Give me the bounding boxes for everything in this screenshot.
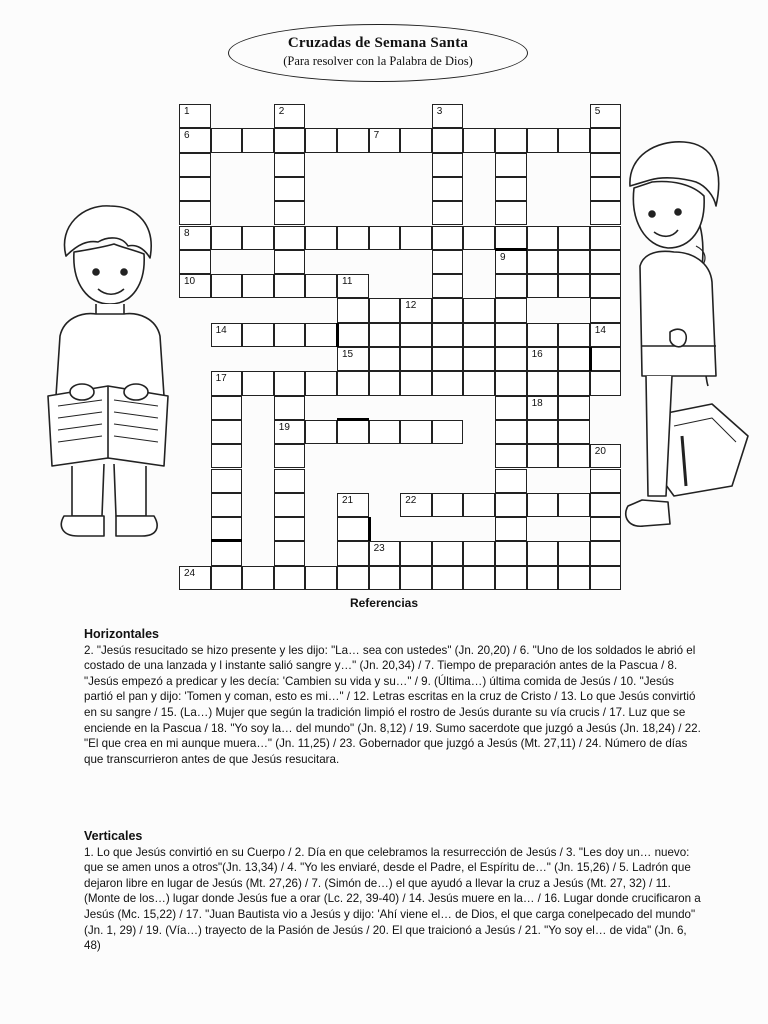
grid-cell[interactable] [369,298,401,322]
grid-cell[interactable] [527,323,559,347]
grid-cell[interactable] [590,104,622,128]
clue-number: 19 [278,421,290,433]
grid-cell[interactable] [211,128,243,152]
grid-cell[interactable] [179,153,211,177]
grid-cell[interactable] [400,128,432,152]
grid-cell[interactable] [400,323,432,347]
grid-cell[interactable] [527,250,559,274]
grid-cell[interactable] [305,274,337,298]
grid-cell[interactable] [527,493,559,517]
grid-cell[interactable] [274,517,306,541]
horizontal-clues-section [84,627,704,767]
grid-cell[interactable] [558,323,590,347]
grid-cell[interactable] [242,274,274,298]
clue-number: 2 [278,106,285,117]
grid-cell[interactable] [369,226,401,250]
grid-cell[interactable] [432,566,464,590]
grid-cell[interactable] [242,566,274,590]
grid-cell[interactable] [495,371,527,395]
grid-cell[interactable] [274,323,306,347]
grid-cell[interactable] [432,298,464,322]
grid-cell[interactable] [432,153,464,177]
grid-cell[interactable] [495,566,527,590]
grid-cell[interactable] [432,201,464,225]
grid-cell[interactable] [400,347,432,371]
grid-cell[interactable] [432,250,464,274]
grid-cell[interactable] [337,371,369,395]
clue-number: 21 [342,494,354,506]
grid-cell[interactable] [527,128,559,152]
grid-cell[interactable] [274,371,306,395]
grid-cell[interactable] [558,274,590,298]
clue-number: 8 [184,227,190,239]
clue-number: 15 [342,349,354,360]
grid-cell[interactable] [495,347,527,371]
clue-number: 14 [594,324,606,336]
grid-cell[interactable] [274,153,306,177]
grid-cell[interactable] [432,323,464,347]
vertical-clues-section [84,829,704,954]
grid-cell[interactable] [495,226,527,250]
grid-cell[interactable] [495,396,527,420]
grid-cell[interactable] [495,177,527,201]
grid-cell[interactable] [242,128,274,152]
grid-cell[interactable] [495,298,527,322]
grid-cell[interactable] [369,420,401,444]
grid-cell[interactable] [211,371,243,395]
vertical-heading: Verticales [84,829,143,843]
grid-cell[interactable] [369,128,401,152]
grid-cell[interactable] [179,226,211,250]
clue-number: 5 [594,106,601,117]
grid-cell[interactable] [274,201,306,225]
grid-cell[interactable] [495,420,527,444]
grid-cell[interactable] [337,493,369,517]
grid-cell[interactable] [305,226,337,250]
clue-number: 16 [531,349,543,360]
grid-cell[interactable] [305,371,337,395]
grid-cell[interactable] [463,298,495,322]
grid-cell[interactable] [432,347,464,371]
grid-cell[interactable] [211,517,243,541]
grid-cell[interactable] [400,493,432,517]
grid-cell[interactable] [211,469,243,493]
grid-cell[interactable] [274,541,306,565]
clue-number: 3 [436,106,443,117]
grid-cell[interactable] [463,226,495,250]
clue-number: 12 [405,300,417,312]
grid-cell[interactable] [463,541,495,565]
grid-cell[interactable] [432,274,464,298]
word-separator [337,418,369,421]
grid-cell[interactable] [274,226,306,250]
grid-cell[interactable] [558,493,590,517]
grid-cell[interactable] [558,371,590,395]
grid-cell[interactable] [274,177,306,201]
grid-cell[interactable] [369,566,401,590]
grid-cell[interactable] [495,250,527,274]
grid-cell[interactable] [527,541,559,565]
grid-cell[interactable] [432,371,464,395]
grid-cell[interactable] [211,541,243,565]
clue-number: 6 [184,130,190,142]
grid-cell[interactable] [274,128,306,152]
grid-cell[interactable] [179,177,211,201]
grid-cell[interactable] [242,226,274,250]
grid-cell[interactable] [369,323,401,347]
word-separator [495,248,527,251]
grid-cell[interactable] [400,371,432,395]
grid-cell[interactable] [274,104,306,128]
clue-number: 18 [531,397,543,409]
clue-number: 23 [373,543,385,555]
clue-number: 9 [500,251,506,263]
grid-cell[interactable] [495,469,527,493]
grid-cell[interactable] [558,541,590,565]
grid-cell[interactable] [211,274,243,298]
grid-cell[interactable] [211,323,243,347]
grid-cell[interactable] [179,250,211,274]
girl-reading-illustration [612,136,752,546]
grid-cell[interactable] [558,226,590,250]
grid-cell[interactable] [400,420,432,444]
grid-cell[interactable] [274,420,306,444]
grid-cell[interactable] [337,226,369,250]
grid-cell[interactable] [179,566,211,590]
grid-cell[interactable] [432,493,464,517]
grid-cell[interactable] [274,396,306,420]
grid-cell[interactable] [558,347,590,371]
grid-cell[interactable] [495,201,527,225]
grid-cell[interactable] [337,128,369,152]
grid-cell[interactable] [495,323,527,347]
grid-cell[interactable] [463,566,495,590]
grid-cell[interactable] [337,541,369,565]
grid-cell[interactable] [337,323,369,347]
grid-cell[interactable] [527,371,559,395]
grid-cell[interactable] [527,347,559,371]
clue-number: 1 [184,106,190,117]
page-subtitle: (Para resolver con la Palabra de Dios) [283,54,473,68]
word-separator [211,539,243,542]
grid-cell[interactable] [527,444,559,468]
grid-cell[interactable] [274,274,306,298]
grid-cell[interactable] [400,226,432,250]
grid-cell[interactable] [590,566,622,590]
grid-cell[interactable] [432,177,464,201]
word-separator [336,323,339,347]
word-separator [589,347,592,371]
clue-number: 10 [184,276,196,288]
grid-cell[interactable] [305,128,337,152]
page-title: Cruzadas de Semana Santa [287,35,469,51]
grid-cell[interactable] [432,541,464,565]
grid-cell[interactable] [495,153,527,177]
grid-cell[interactable] [369,347,401,371]
grid-cell[interactable] [463,128,495,152]
clue-number: 14 [215,324,227,336]
grid-cell[interactable] [337,517,369,541]
grid-cell[interactable] [463,323,495,347]
clue-number: 7 [373,130,380,142]
word-separator [368,517,371,541]
grid-cell[interactable] [495,274,527,298]
grid-cell[interactable] [495,517,527,541]
grid-cell[interactable] [337,566,369,590]
grid-cell[interactable] [495,444,527,468]
grid-cell[interactable] [527,396,559,420]
grid-cell[interactable] [242,371,274,395]
grid-cell[interactable] [495,493,527,517]
grid-cell[interactable] [558,566,590,590]
grid-cell[interactable] [274,566,306,590]
grid-cell[interactable] [400,541,432,565]
clue-number: 17 [215,373,227,385]
grid-cell[interactable] [400,298,432,322]
grid-cell[interactable] [274,250,306,274]
grid-cell[interactable] [211,226,243,250]
boy-reading-illustration [38,196,178,566]
clue-number: 11 [342,276,353,288]
grid-cell[interactable] [337,298,369,322]
grid-cell[interactable] [463,371,495,395]
grid-cell[interactable] [495,541,527,565]
grid-cell[interactable] [369,371,401,395]
grid-cell[interactable] [527,274,559,298]
grid-cell[interactable] [432,128,464,152]
grid-cell[interactable] [305,420,337,444]
clue-number: 20 [594,446,606,458]
grid-cell[interactable] [179,104,211,128]
grid-cell[interactable] [527,226,559,250]
grid-cell[interactable] [558,420,590,444]
grid-cell[interactable] [305,566,337,590]
grid-cell[interactable] [274,469,306,493]
grid-cell[interactable] [211,493,243,517]
grid-cell[interactable] [179,128,211,152]
grid-cell[interactable] [211,444,243,468]
grid-cell[interactable] [337,420,369,444]
grid-cell[interactable] [463,493,495,517]
grid-cell[interactable] [558,250,590,274]
grid-cell[interactable] [527,420,559,444]
grid-cell[interactable] [179,274,211,298]
grid-cell[interactable] [179,201,211,225]
grid-cell[interactable] [211,566,243,590]
grid-cell[interactable] [432,420,464,444]
grid-cell[interactable] [274,493,306,517]
grid-cell[interactable] [432,226,464,250]
grid-cell[interactable] [558,128,590,152]
grid-cell[interactable] [432,104,464,128]
grid-cell[interactable] [495,128,527,152]
grid-cell[interactable] [558,444,590,468]
grid-cell[interactable] [558,396,590,420]
grid-cell[interactable] [211,396,243,420]
grid-cell[interactable] [274,444,306,468]
grid-cell[interactable] [369,541,401,565]
references-title: Referencias [349,596,419,610]
clue-number: 24 [184,567,196,579]
horizontal-heading: Horizontales [84,627,160,641]
grid-cell[interactable] [337,347,369,371]
grid-cell[interactable] [211,420,243,444]
grid-cell[interactable] [400,566,432,590]
grid-cell[interactable] [337,274,369,298]
vertical-clues-text: 1. Lo que Jesús convirtió en su Cuerpo / 2. Día en que celebramos la resurrección de Jesús / 3. "Les doy un… nuevo: que se amen unos a otros"(Jn. 13,34) / 4. "Yo les enviaré, desde el Padre, el Espíritu de…" (Jn. 15,26) / 5. Ladrón que dejaron libre en lugar de Jesús (Mt. 27,26) / 7. (Simón de…) el que ayudó a llevar la cruz a Jesús (Mt. 27, 32) / 11. (Monte de los…) lugar donde Jesús fue a orar (Lc. 22, 39-40) / 14. Jesús muere en la… / 16. Lugar donde crucificaron a Jesús (Mc. 15,22) / 17. "Juan Bautista vio a Jesús y dijo: 'Ahí viene el… de Dios, el que carga conelpecado del mundo" (Jn. 1, 29) / 19. (Vía…) trayecto de la Pasión de Jesús / 20. El que traicionó a Jesús / 21. "Yo soy el… de vida" (Jn. 6, 48) [84,845,701,953]
horizontal-clues-text: 2. "Jesús resucitado se hizo presente y les dijo: "La… sea con ustedes" (Jn. 20,20) / 6. "Uno de los soldados le abrió el costado de una lanzada y l instante salió sangre y…" (Jn. 20,34) / 7. Tiempo de preparación antes de la Pascua / 8. "Jesús empezó a predicar y les decía: 'Cambien su vida y su…" / 9. (Última…) última comida de Jesús / 10. "Jesús partió el pan y dijo: 'Tomen y coman, esto es mi…" / 12. Letras escritas en la cruz de Cristo / 13. Lo que Jesús convirtió en su sangre / 15. (La…) Mujer que según la tradición limpió el rostro de Jesús durante su vía crucis / 17. Luz que se enciende en la Pascua / 18. "Yo soy la… del mundo" (Jn. 8,12) / 19. Sumo sacerdote que juzgó a Jesús (Jn. 18,24) / 22. "El que crea en mi aunque muera…" (Jn. 11,25) / 23. Gobernador que juzgó a Jesús (Mt. 27,11) / 24. Número de días que transcurrieron antes de que Jesús resucitara. [84,643,701,766]
grid-cell[interactable] [242,323,274,347]
grid-cell[interactable] [305,323,337,347]
clue-number: 22 [405,494,417,506]
grid-cell[interactable] [527,566,559,590]
grid-cell[interactable] [463,347,495,371]
